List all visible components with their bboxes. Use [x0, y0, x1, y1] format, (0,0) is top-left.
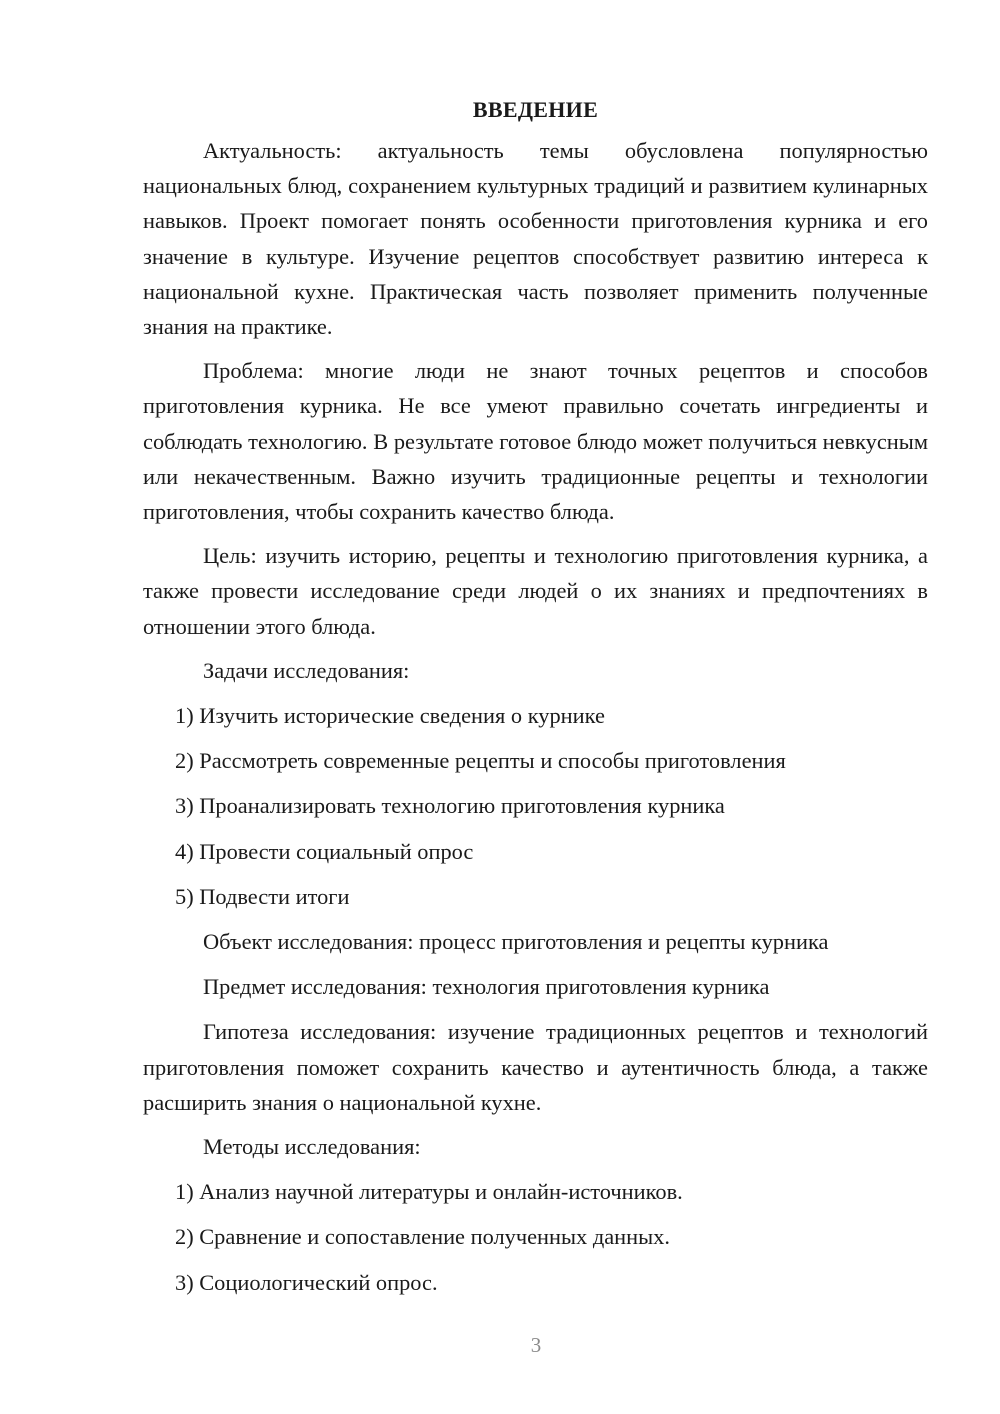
- tasks-heading: Задачи исследования:: [203, 657, 410, 683]
- method-item-1: 1) Анализ научной литературы и онлайн-источников.: [175, 1179, 683, 1205]
- task-item-4: 4) Провести социальный опрос: [175, 838, 474, 864]
- task-item-5: 5) Подвести итоги: [175, 883, 350, 909]
- task-item-3: 3) Проанализировать технологию приготовления курника: [175, 793, 725, 819]
- task-item-2: 2) Рассмотреть современные рецепты и способы приготовления: [175, 748, 786, 774]
- research-subject: Предмет исследования: технология приготовления курника: [203, 974, 770, 1000]
- hypothesis-paragraph: Гипотеза исследования: изучение традиционных рецептов и технологий приготовления поможет сохранить качество и аутентичность блюда, а также расширить знания о национальной кухне.: [143, 1019, 928, 1115]
- page-number: 3: [530, 1333, 542, 1357]
- methods-heading: Методы исследования:: [203, 1134, 421, 1160]
- task-item-1: 1) Изучить исторические сведения о курнике: [175, 703, 605, 729]
- document-page: [143, 92, 928, 1310]
- relevance-paragraph: Актуальность: актуальность темы обусловлена популярностью национальных блюд, сохранением культурных традиций и развитием кулинарных навыков. Проект помогает понять особенности приготовления курника и его значение в культуре. Изучение рецептов способствует развитию интереса к национальной кухне. Практическая часть позволяет применить полученные знания на практике.: [143, 138, 928, 340]
- method-item-3: 3) Социологический опрос.: [175, 1269, 438, 1295]
- method-item-2: 2) Сравнение и сопоставление полученных данных.: [175, 1224, 670, 1250]
- goal-paragraph: Цель: изучить историю, рецепты и технологию приготовления курника, а также провести исследование среди людей о их знаниях и предпочтениях в отношении этого блюда.: [143, 543, 928, 639]
- problem-paragraph: Проблема: многие люди не знают точных рецептов и способов приготовления курника. Не все умеют правильно сочетать ингредиенты и соблюдать технологию. В результате готовое блюдо может получиться невкусным или некачественным. Важно изучить традиционные рецепты и технологии приготовления, чтобы сохранить качество блюда.: [143, 358, 928, 525]
- section-title: ВВЕДЕНИЕ: [472, 97, 599, 122]
- research-object: Объект исследования: процесс приготовления и рецепты курника: [203, 929, 829, 955]
